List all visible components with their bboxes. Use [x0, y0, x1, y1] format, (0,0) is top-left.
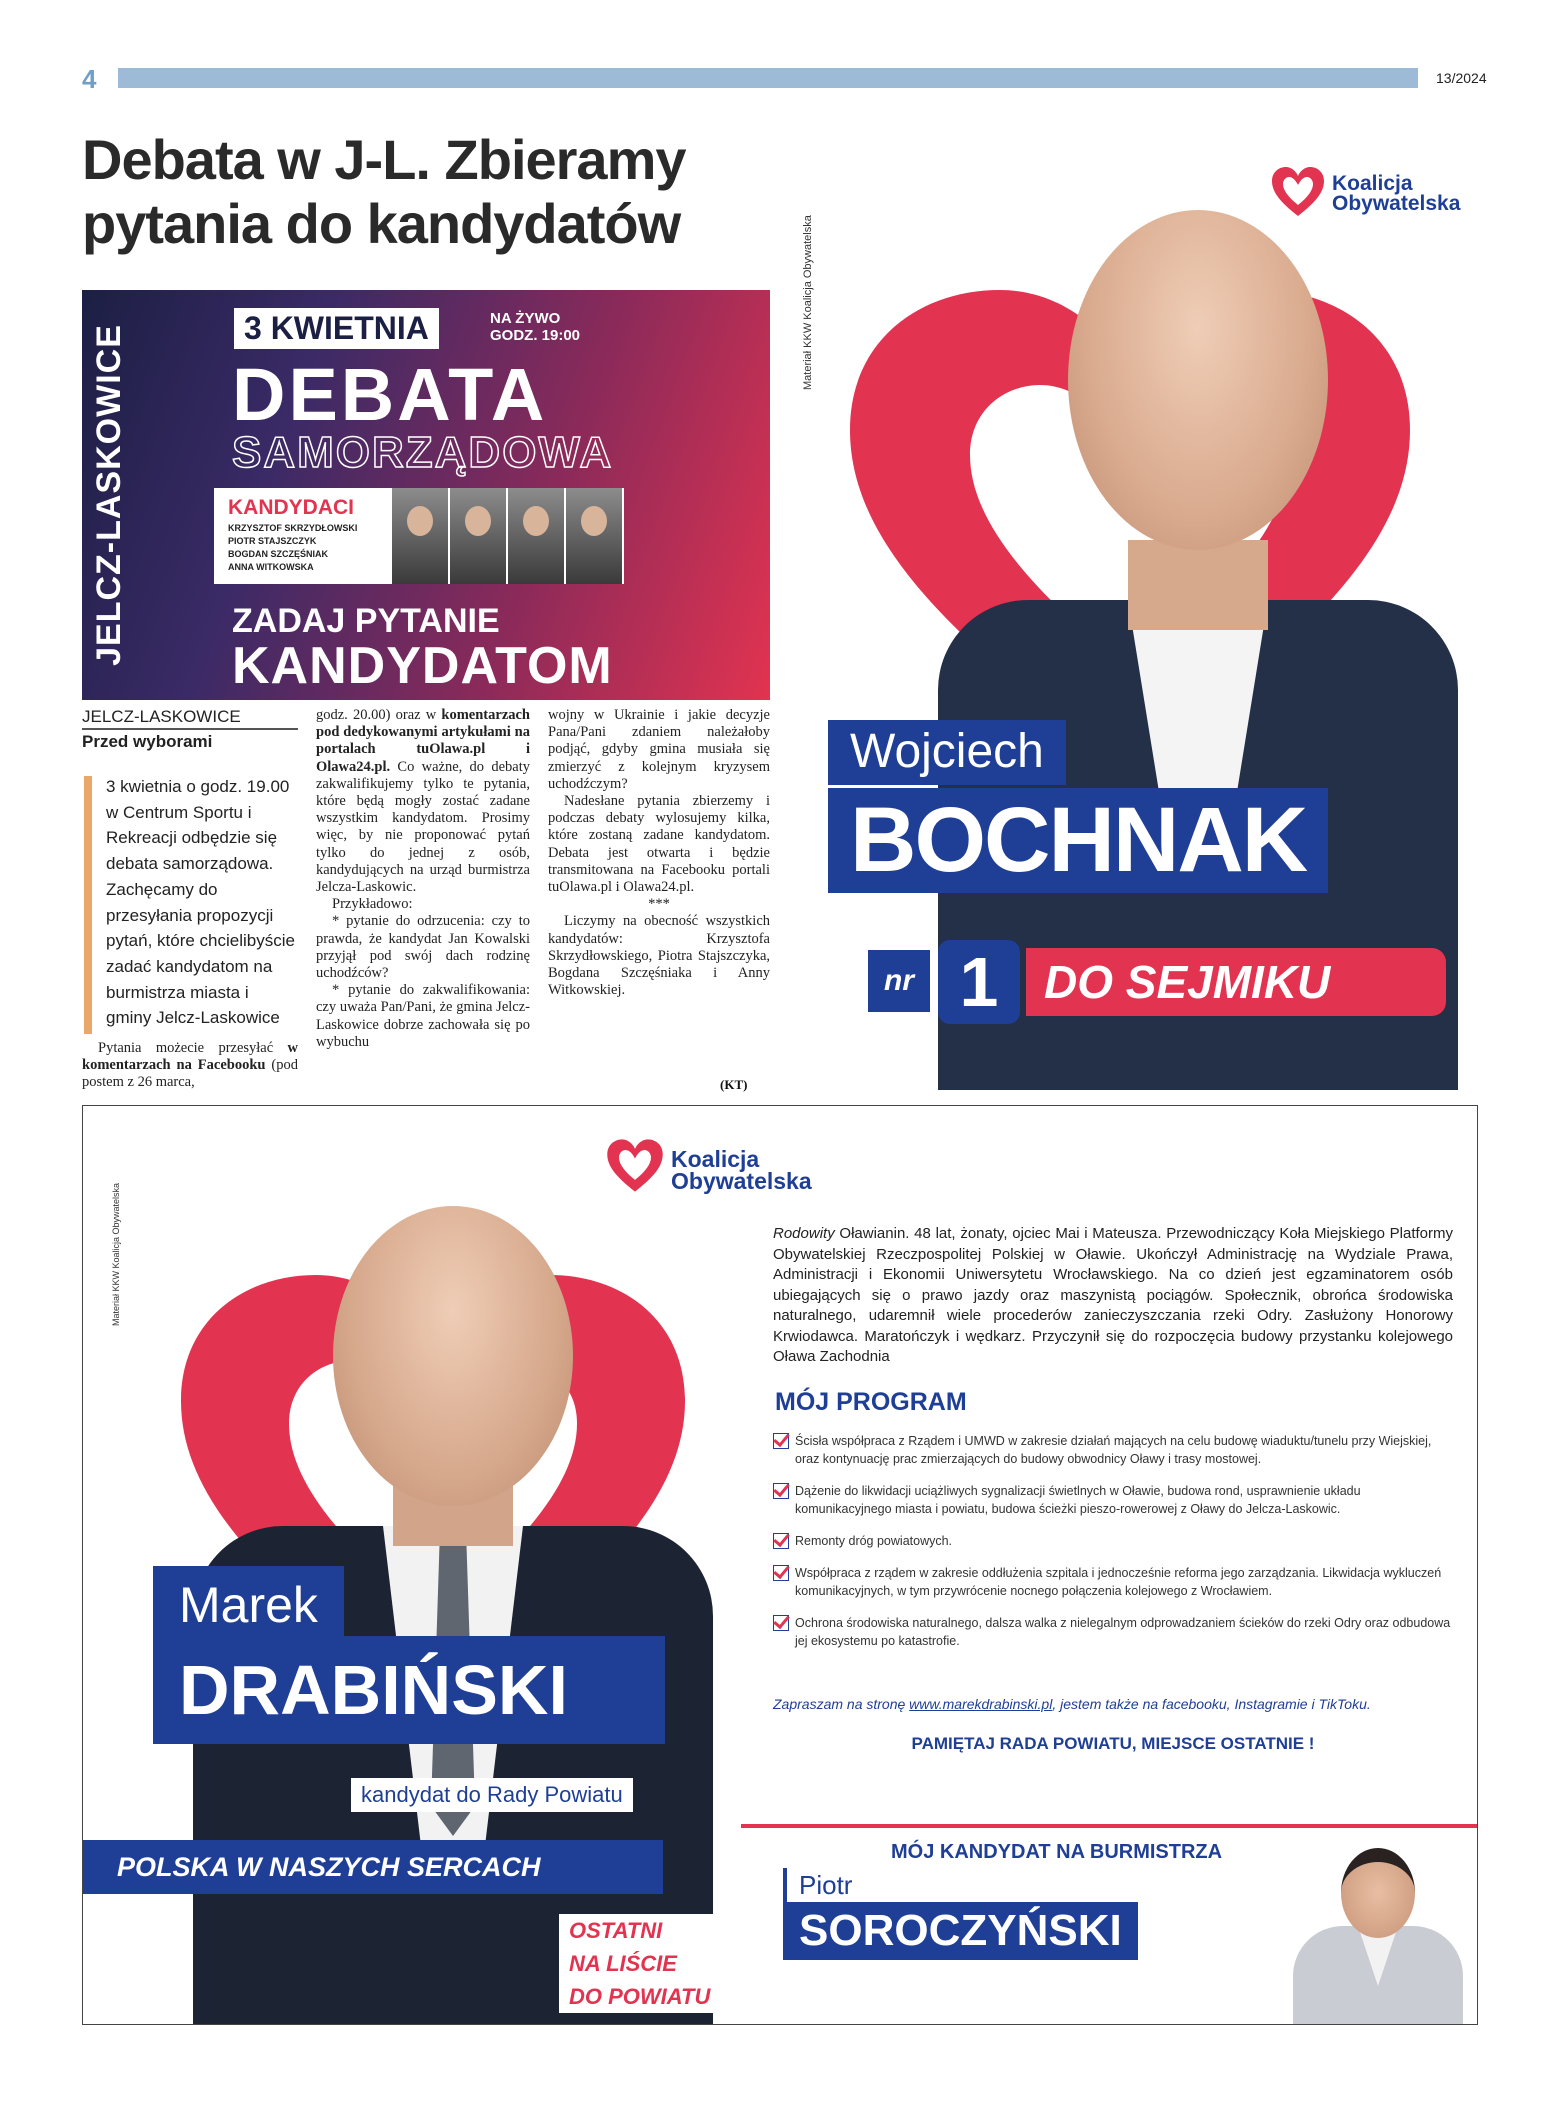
article-paragraph: Przykładowo: [332, 896, 413, 913]
candidate-first-name: Wojciech [828, 720, 1066, 785]
candidate-photo [566, 488, 624, 584]
article-separator: *** [648, 896, 670, 913]
text-run: Pytania możecie przesyłać [98, 1040, 288, 1056]
logo-text-2: Obywatelska [1332, 192, 1461, 215]
article-paragraph [82, 1040, 298, 1092]
article-paragraph: * pytanie do odrzucenia: czy to prawda, że kandydat Jan Kowalski przyjął pod swój dach rodzinę uchodźców? [316, 913, 530, 982]
article-paragraph [316, 707, 530, 896]
list-number: 1 [938, 940, 1020, 1024]
article-signature: (KT) [720, 1077, 748, 1092]
banner-candidates-heading: KANDYDACI [228, 496, 354, 519]
program-item-text: Remonty dróg powiatowych. [795, 1534, 953, 1548]
candidate-for: kandydat do Rady Powiatu [351, 1778, 633, 1812]
text-run-bold: w komentarzach na Facebooku [82, 1040, 298, 1074]
banner-candidates-box [214, 488, 624, 584]
checkbox-icon [773, 1433, 789, 1449]
banner-live-time [490, 310, 580, 344]
banner-candidate: KRZYSZTOF SKRZYDŁOWSKI [228, 523, 358, 533]
banner-live: NA ŻYWO [490, 310, 561, 327]
article-paragraph: Liczymy na obecność wszystkich kandydatów: Krzysztofa Skrzydłowskiego, Piotra Stajszczyka, Bogdana Szczęśniaka i Anny Witkowskiej. [548, 913, 770, 999]
article-paragraph: * pytanie do zakwalifikowania: czy uważa Pan/Pani, że gmina Jelcz-Laskowice dobrze zachowała się po wybuchu [316, 982, 530, 1050]
banner-side-label: JELCZ-LASKOWICE [90, 324, 128, 666]
candidate-photo [508, 488, 566, 584]
program-item [773, 1614, 1453, 1650]
checkbox-icon [773, 1533, 789, 1549]
article-paragraph: wojny w Ukrainie i jakie decyzje Pana/Pani zdaniem należałoby podjąć, gdyby gmina musiała się zmierzyć z kolejnym kryzysem uchodźczym? [548, 707, 770, 792]
banner-candidate: BOGDAN SZCZĘŚNIAK [228, 549, 329, 559]
text-run: godz. 20.00) oraz w [316, 707, 442, 723]
text-run: Co ważne, do debaty zakwalifikujemy tylko te pytania, które będą mogły zostać zadane wszystkim kandydatom. Prosimy więc, by nie proponować pytań tylko do jednej z osób, kandydujących na urząd burmistrza Jelcza-Laskowic. [316, 758, 530, 896]
ad-drabinski [82, 1105, 1478, 2025]
remember-note: PAMIĘTAJ RADA POWIATU, MIEJSCE OSTATNIE ! [911, 1734, 1315, 1753]
banner-title-samorzadowa: SAMORZĄDOWA [232, 428, 614, 477]
candidate-photo [450, 488, 508, 584]
banner-cta-2: KANDYDATOM [232, 637, 613, 695]
bio-text: Oławianin. 48 lat, żonaty, ojciec Mai i Mateusza. Przewodniczący Koła Miejskiego Platformy Obywatelskiej Rzeczpospolitej Polskiej w Oławie. Ukończył Administrację na Wydziale Prawa, Administracji i Ekonomii Uniwersytetu Wrocławskiego. Na co dzień jest egzaminatorem osób ubiegających się o prawo jazdy oraz maszynistą pociągów. Społecznik, obrońca środowiska naturalnego, udaremnił wiele procederów zanieczyszczania rzeki Odry. Zasłużony Honorowy Krwiodawca. Maratończyk i wędkarz. Przyczynił się do rozpoczęcia budowy przystanku kolejowego Oława Zachodnia [773, 1225, 1453, 1365]
text-run-bold: komentarzach pod dedykowanymi artykułami na portalach tuOlawa.pl i Olawa24.pl. [316, 707, 530, 775]
article-subsection: Przed wyborami [82, 732, 213, 751]
banner-time: GODZ. 19:00 [490, 327, 581, 344]
candidate-first-name: Marek [153, 1566, 344, 1640]
list-nr-label: nr [868, 950, 930, 1012]
banner-candidate: PIOTR STAJSZCZYK [228, 536, 317, 546]
article-lead: 3 kwietnia o godz. 19.00 w Centrum Sportu i Rekreacji odbędzie się debata samorządowa. Zachęcamy do przesyłania propozycji pytań, które chcielibyście zadać kandydatom na burmistrza miasta i gminy Jelcz-Laskowice [106, 777, 295, 1028]
page-number: 4 [82, 64, 97, 94]
banner-candidate: ANNA WITKOWSKA [228, 562, 314, 572]
last-on-list-line: NA LIŚCIE [569, 1951, 677, 1976]
ad-bochnak [788, 140, 1486, 1090]
program-item-text: Dążenie do likwidacji uciążliwych sygnalizacji świetlnych w Oławie, budowa rond, usprawnienie układu komunikacyjnego miasta i powiatu, budowa ścieżki pieszo-rowerowej z Oławy do Jelcza-Laskowic. [795, 1484, 1361, 1516]
program-item [773, 1432, 1453, 1468]
article-paragraph: Nadesłane pytania zbierzemy i podczas debaty wylosujemy kilka, które zostaną zadane kandydatom. Debata jest otwarta i będzie transmitowana na Facebooku portali tuOlawa.pl i Olawa24.pl. [548, 793, 770, 896]
program-item-text: Ścisła współpraca z Rządem i UMWD w zakresie działań mających na celu budowę wiaduktu/tunelu przy Wiejskiej, oraz kontynuację prac zmierzających do budowy obwodnicy Oławy i trasy mostowej. [795, 1434, 1432, 1466]
program-heading: MÓJ PROGRAM [775, 1388, 967, 1416]
text-run: , jestem także na facebooku, Instagramie i TikToku. [1052, 1696, 1371, 1712]
program-item-text: Współpraca z rządem w zakresie oddłużenia szpitala i jednocześnie reforma jego zarządzania. Likwidacja wykluczeń komunikacyjnych, w tym przywrócenie nocnego połączenia kolejowego z Wrocławiem. [795, 1566, 1442, 1598]
article-headline: Debata w J-L. Zbieramy pytania do kandydatów [82, 128, 686, 255]
mayor-first-name: Piotr [783, 1868, 864, 1903]
last-on-list-line: DO POWIATU [569, 1984, 711, 2009]
logo-text-2: Obywatelska [671, 1168, 812, 1194]
banner-title-debata: DEBATA [232, 353, 548, 436]
candidate-last-name: BOCHNAK [828, 788, 1328, 893]
program-item [773, 1532, 1453, 1550]
issue-number: 13/2024 [1436, 70, 1487, 86]
ad-credit: Materiał KKW Koalicja Obywatelska [802, 215, 814, 390]
last-on-list [559, 1914, 749, 2013]
debate-banner [82, 290, 770, 700]
article-section: JELCZ-LASKOWICE [82, 707, 241, 726]
website-link[interactable]: www.marekdrabinski.pl [909, 1696, 1053, 1712]
candidate-target: DO SEJMIKU [1026, 948, 1446, 1016]
mayor-candidate-photo [1283, 1836, 1473, 2025]
bio-lead: Rodowity [773, 1225, 835, 1242]
banner-candidate-photos [392, 488, 624, 584]
logo-text-1: Koalicja [671, 1146, 760, 1172]
candidate-last-name: DRABIŃSKI [153, 1636, 665, 1744]
section-divider [82, 728, 298, 730]
text-run: Zapraszam na stronę [773, 1696, 910, 1712]
candidate-photo [392, 488, 450, 584]
program-item-text: Ochrona środowiska naturalnego, dalsza walka z nielegalnym odprowadzaniem ścieków do rzeki Odry oraz odbudowa jej ekosystemu po katastrofie. [795, 1616, 1451, 1648]
red-divider [741, 1824, 1478, 1828]
logo-text-1: Koalicja [1332, 172, 1413, 195]
article-column-1 [82, 1040, 298, 1092]
lead-accent-bar [84, 776, 92, 1034]
last-on-list-line: OSTATNI [569, 1918, 663, 1943]
program-item [773, 1564, 1453, 1600]
banner-date: 3 KWIETNIA [234, 308, 439, 349]
banner-cta-1: ZADAJ PYTANIE [232, 602, 500, 640]
program-item [773, 1482, 1453, 1518]
mayor-last-name: SOROCZYŃSKI [783, 1902, 1138, 1960]
article-column-3 [548, 707, 770, 999]
invite-text [773, 1696, 1453, 1712]
checkbox-icon [773, 1615, 789, 1631]
slogan: POLSKA W NASZYCH SERCACH [83, 1840, 663, 1894]
article-column-2 [316, 707, 530, 1051]
ad-credit: Materiał KKW Koalicja Obywatelska [111, 1182, 121, 1326]
checkbox-icon [773, 1565, 789, 1581]
program-list [773, 1432, 1453, 1664]
checkbox-icon [773, 1483, 789, 1499]
header-bar [118, 68, 1418, 88]
text-run: (pod postem z 26 marca, [82, 1057, 298, 1091]
candidate-bio [773, 1224, 1453, 1368]
banner-candidates-list [228, 522, 357, 574]
mayor-label: MÓJ KANDYDAT NA BURMISTRZA [891, 1841, 1223, 1863]
